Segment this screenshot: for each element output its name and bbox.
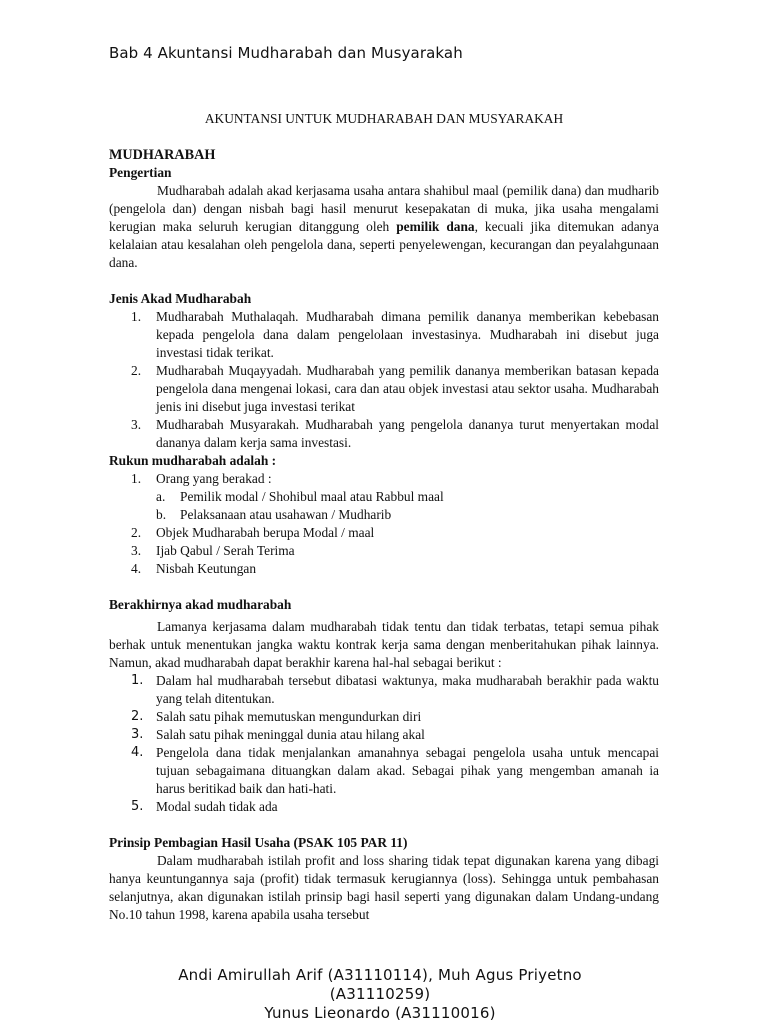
heading-berakhir: Berakhirnya akad mudharabah — [109, 597, 292, 612]
paragraph-berakhir: Lamanya kerjasama dalam mudharabah tidak tentu dan tidak terbatas, tetapi semua pihak berhak untuk menentukan jangka waktu kontrak kerja sama dengan menberitahukan pihak lainnya. Namun, akad mudharabah dapat berakhir karena hal-hal sebagai berikut : — [109, 619, 659, 670]
page-header: Bab 4 Akuntansi Mudharabah dan Musyarakah — [109, 44, 463, 62]
paragraph-pengertian — [109, 182, 659, 272]
heading-rukun: Rukun mudharabah adalah : — [109, 453, 277, 468]
list-item: b. Pelaksanaan atau usahawan / Mudharib — [156, 507, 392, 522]
page-footer — [120, 966, 640, 1023]
document-body — [109, 110, 659, 924]
list-item: 2. Salah satu pihak memutuskan mengundurkan diri — [131, 709, 422, 724]
list-item: 1. Mudharabah Muthalaqah. Mudharabah dimana pemilik dananya memberikan kebebasan kepada pengelola dana dalam pengelolaan investasinya. Mudharabah ini disebut juga investasi tidak terikat. — [131, 309, 659, 360]
pengertian-text-1: Mudharabah adalah akad kerjasama usaha antara shahibul maal (pemilik dana) dan mudharib (pengelola dan) dengan nisbah bagi hasil menurut kesepakatan di muka, jika usaha mengalami kerugian maka seluruh kerugian ditanggung oleh — [109, 183, 659, 234]
pengertian-text-2: , kecuali jika ditemukan adanya kelalaian atau kesalahan oleh pengelola dana, seperti penyelewengan, kecurangan dan peyalahgunaan dana. — [109, 219, 659, 270]
list-rukun-rest — [109, 524, 659, 578]
list-rukun — [109, 470, 659, 488]
list-item: 4. Pengelola dana tidak menjalankan amanahnya sebagai pengelola usaha untuk mencapai tujuan sebagaimana dituangkan dalam akad. Sebagai pihak yang mengemban amanah ia harus beritikad baik dan hati-hati. — [131, 745, 659, 796]
list-rukun-sub — [109, 488, 659, 524]
footer-authors-line-3: Yunus Lieonardo (A31110016) — [264, 1004, 496, 1022]
heading-pengertian: Pengertian — [109, 165, 172, 180]
list-item: 2. Mudharabah Muqayyadah. Mudharabah yang pemilik dananya memberikan batasan kepada pengelola dana mengenai lokasi, cara dan atau objek investasi atau sektor usaha. Mudharabah jenis ini disebut juga investasi terikat — [131, 363, 659, 414]
document-title: AKUNTANSI UNTUK MUDHARABAH DAN MUSYARAKAH — [204, 111, 564, 126]
list-item: 1. Orang yang berakad : — [131, 471, 272, 486]
pengertian-bold: pemilik dana — [396, 219, 475, 234]
list-item: a. Pemilik modal / Shohibul maal atau Rabbul maal — [156, 489, 444, 504]
footer-authors-line-2: (A31110259) — [329, 985, 431, 1003]
heading-jenis-akad: Jenis Akad Mudharabah — [109, 291, 252, 306]
list-item: 4. Nisbah Keutungan — [131, 561, 257, 576]
paragraph-prinsip: Dalam mudharabah istilah profit and loss sharing tidak tepat digunakan karena yang dibagi hanya keuntungannya saja (profit) tidak termasuk kerugiannya (loss). Sehingga untuk pembahasan selanjutnya, akan digunakan istilah prinsip bagi hasil seperti yang digunakan dalam Undang-undang No.10 tahun 1998, karena apabila usaha tersebut — [109, 853, 659, 922]
list-item: 3. Mudharabah Musyarakah. Mudharabah yang pengelola dananya turut menyertakan modal dananya dalam kerja sama investasi. — [131, 417, 659, 450]
list-item: 1. Dalam hal mudharabah tersebut dibatasi waktunya, maka mudharabah berakhir pada waktu yang telah ditentukan. — [131, 673, 659, 706]
heading-prinsip: Prinsip Pembagian Hasil Usaha (PSAK 105 PAR 11) — [109, 835, 408, 850]
list-item: 3. Ijab Qabul / Serah Terima — [131, 543, 295, 558]
list-berakhir — [109, 672, 659, 816]
footer-authors-line-1: Andi Amirullah Arif (A31110114), Muh Agus Priyetno — [178, 966, 582, 984]
list-jenis-akad — [109, 308, 659, 452]
list-item: 2. Objek Mudharabah berupa Modal / maal — [131, 525, 375, 540]
section-heading-mudharabah: MUDHARABAH — [109, 147, 216, 163]
list-item: 3. Salah satu pihak meninggal dunia atau hilang akal — [131, 727, 425, 742]
list-item: 5. Modal sudah tidak ada — [131, 799, 278, 814]
